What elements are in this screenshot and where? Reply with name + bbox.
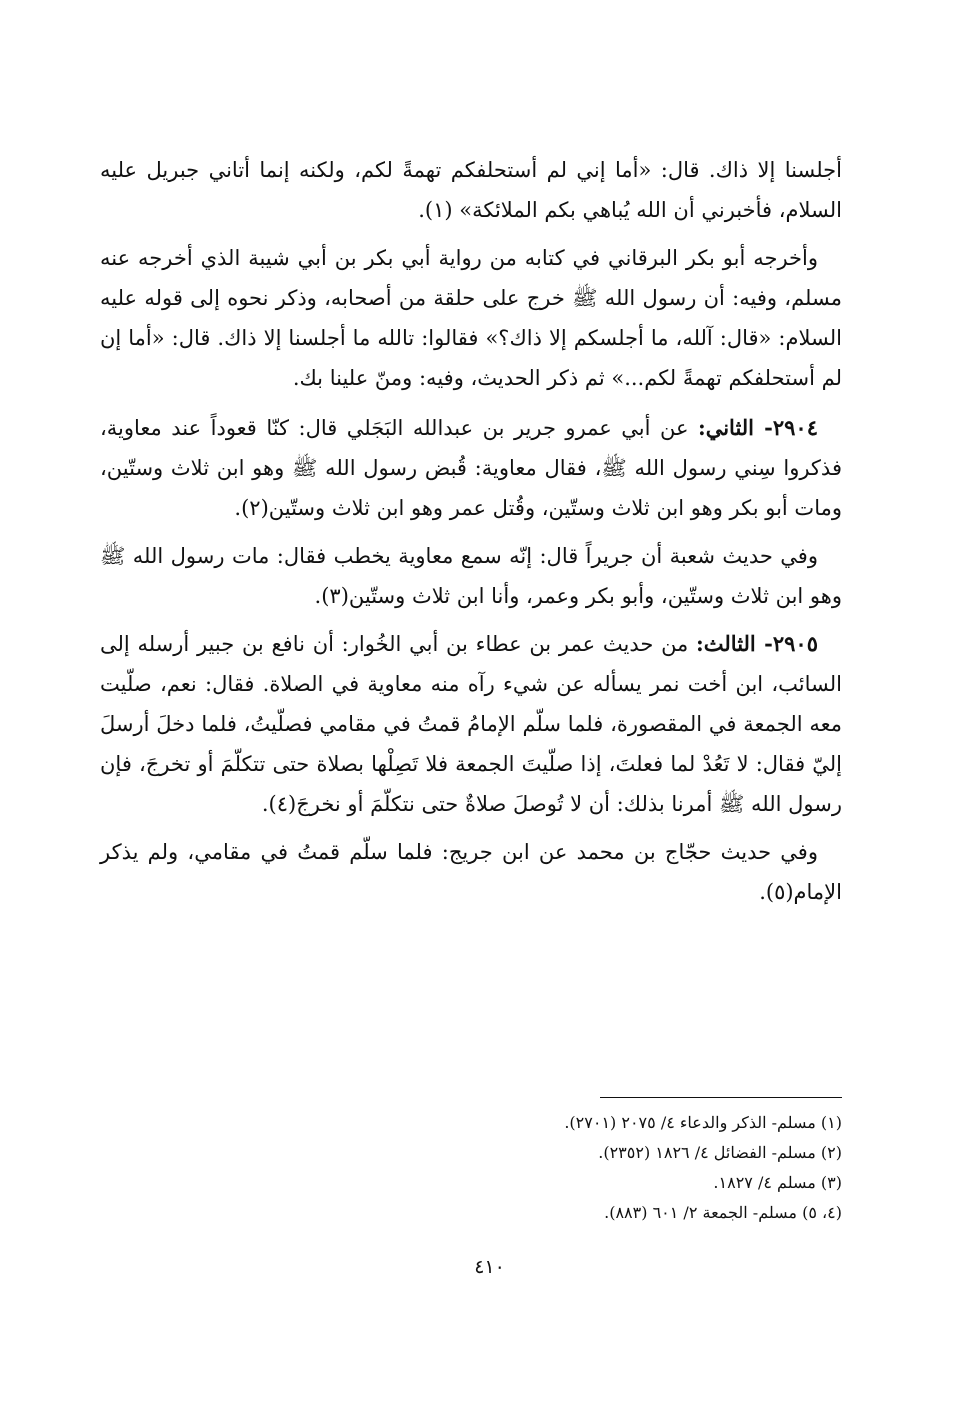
hadith-2904-heading: ٢٩٠٤- الثاني: [697, 415, 818, 440]
paragraph-4-text: وفي حديث شعبة أن جريراً قال: إنّه سمع معاوية يخطب فقال: مات رسول الله ﷺ وهو ابن ثلاث وستّين، وأبو بكر وعمر، وأنا ابن ثلاث وستّين(٣). [100, 544, 842, 608]
hadith-2905 [100, 624, 842, 824]
footnote-1: (١) مسلم- الذكر والدعاء ٤/ ٢٠٧٥ (٢٧٠١). [564, 1113, 842, 1132]
footnotes-list [440, 1108, 842, 1228]
main-text [100, 150, 842, 912]
paragraph-6-text: وفي حديث حجّاج بن محمد عن ابن جريج: فلما سلّم قمتُ في مقامي، ولم يذكر الإمام(٥). [100, 840, 842, 904]
footnote-2: (٢) مسلم- الفضائل ٤/ ١٨٢٦ (٢٣٥٢). [598, 1143, 842, 1162]
hadith-2905-text: من حديث عمر بن عطاء بن أبي الخُوار: أن نافع بن جبير أرسله إلى السائب، ابن أخت نمر يسأله عن شيء رآه منه معاوية في الصلاة. فقال: نعم، صلّيت معه الجمعة في المقصورة، فلما سلّم الإمامُ قمتُ في مقامي فصلّيتُ، فلما دخلَ أرسلَ إليّ فقال: لا تَعُدْ لما فعلتَ، إذا صلّيتَ الجمعة فلا تَصِلْها بصلاة حتى تتكلّمَ أو تخرجَ، فإن رسول الله ﷺ أمرنا بذلك: أن لا تُوصلَ صلاةٌ حتى نتكلّمَ أو نخرجَ(٤). [100, 632, 842, 816]
footnote-4-5: (٤، ٥) مسلم- الجمعة ٢/ ٦٠١ (٨٨٣). [604, 1203, 842, 1222]
paragraph-4 [100, 536, 842, 616]
paragraph-2 [100, 238, 842, 398]
hadith-2904 [100, 408, 842, 528]
paragraph-6 [100, 832, 842, 912]
paragraph-1 [100, 150, 842, 230]
footnote-divider [600, 1097, 842, 1098]
hadith-2905-heading: ٢٩٠٥- الثالث: [696, 631, 818, 656]
paragraph-2-text: وأخرجه أبو بكر البرقاني في كتابه من رواية أبي بكر بن أبي شيبة الذي أخرجه عنه مسلم، وفيه: أن رسول الله ﷺ خرج على حلقة من أصحابه، وذكر نحوه إلى قوله عليه السلام: «قال: آلله، ما أجلسكم إلا ذاك؟» فقالوا: تالله ما أجلسنا إلا ذاك. قال: «أما إن لم أستحلفكم تهمةً لكم...» ثم ذكر الحديث، وفيه: ومنّ علينا بك. [100, 246, 842, 390]
paragraph-1-text: أجلسنا إلا ذاك. قال: «أما إني لم أستحلفكم تهمةً لكم، ولكنه إنما أتاني جبريل عليه السلام، فأخبرني أن الله يُباهي بكم الملائكة» (١). [100, 158, 842, 222]
page-number: ٤١٠ [474, 1256, 505, 1278]
hadith-2904-text: عن أبي عمرو جرير بن عبدالله البَجَلي قال: كنّا قعوداً عند معاوية، فذكروا سِني رسول الله ﷺ، فقال معاوية: قُبض رسول الله ﷺ وهو ابن ثلاث وستّين، ومات أبو بكر وهو ابن ثلاث وستّين، وقُتل عمر وهو ابن ثلاث وستّين(٢). [100, 416, 842, 520]
footnote-3: (٣) مسلم ٤/ ١٨٢٧. [713, 1173, 842, 1192]
